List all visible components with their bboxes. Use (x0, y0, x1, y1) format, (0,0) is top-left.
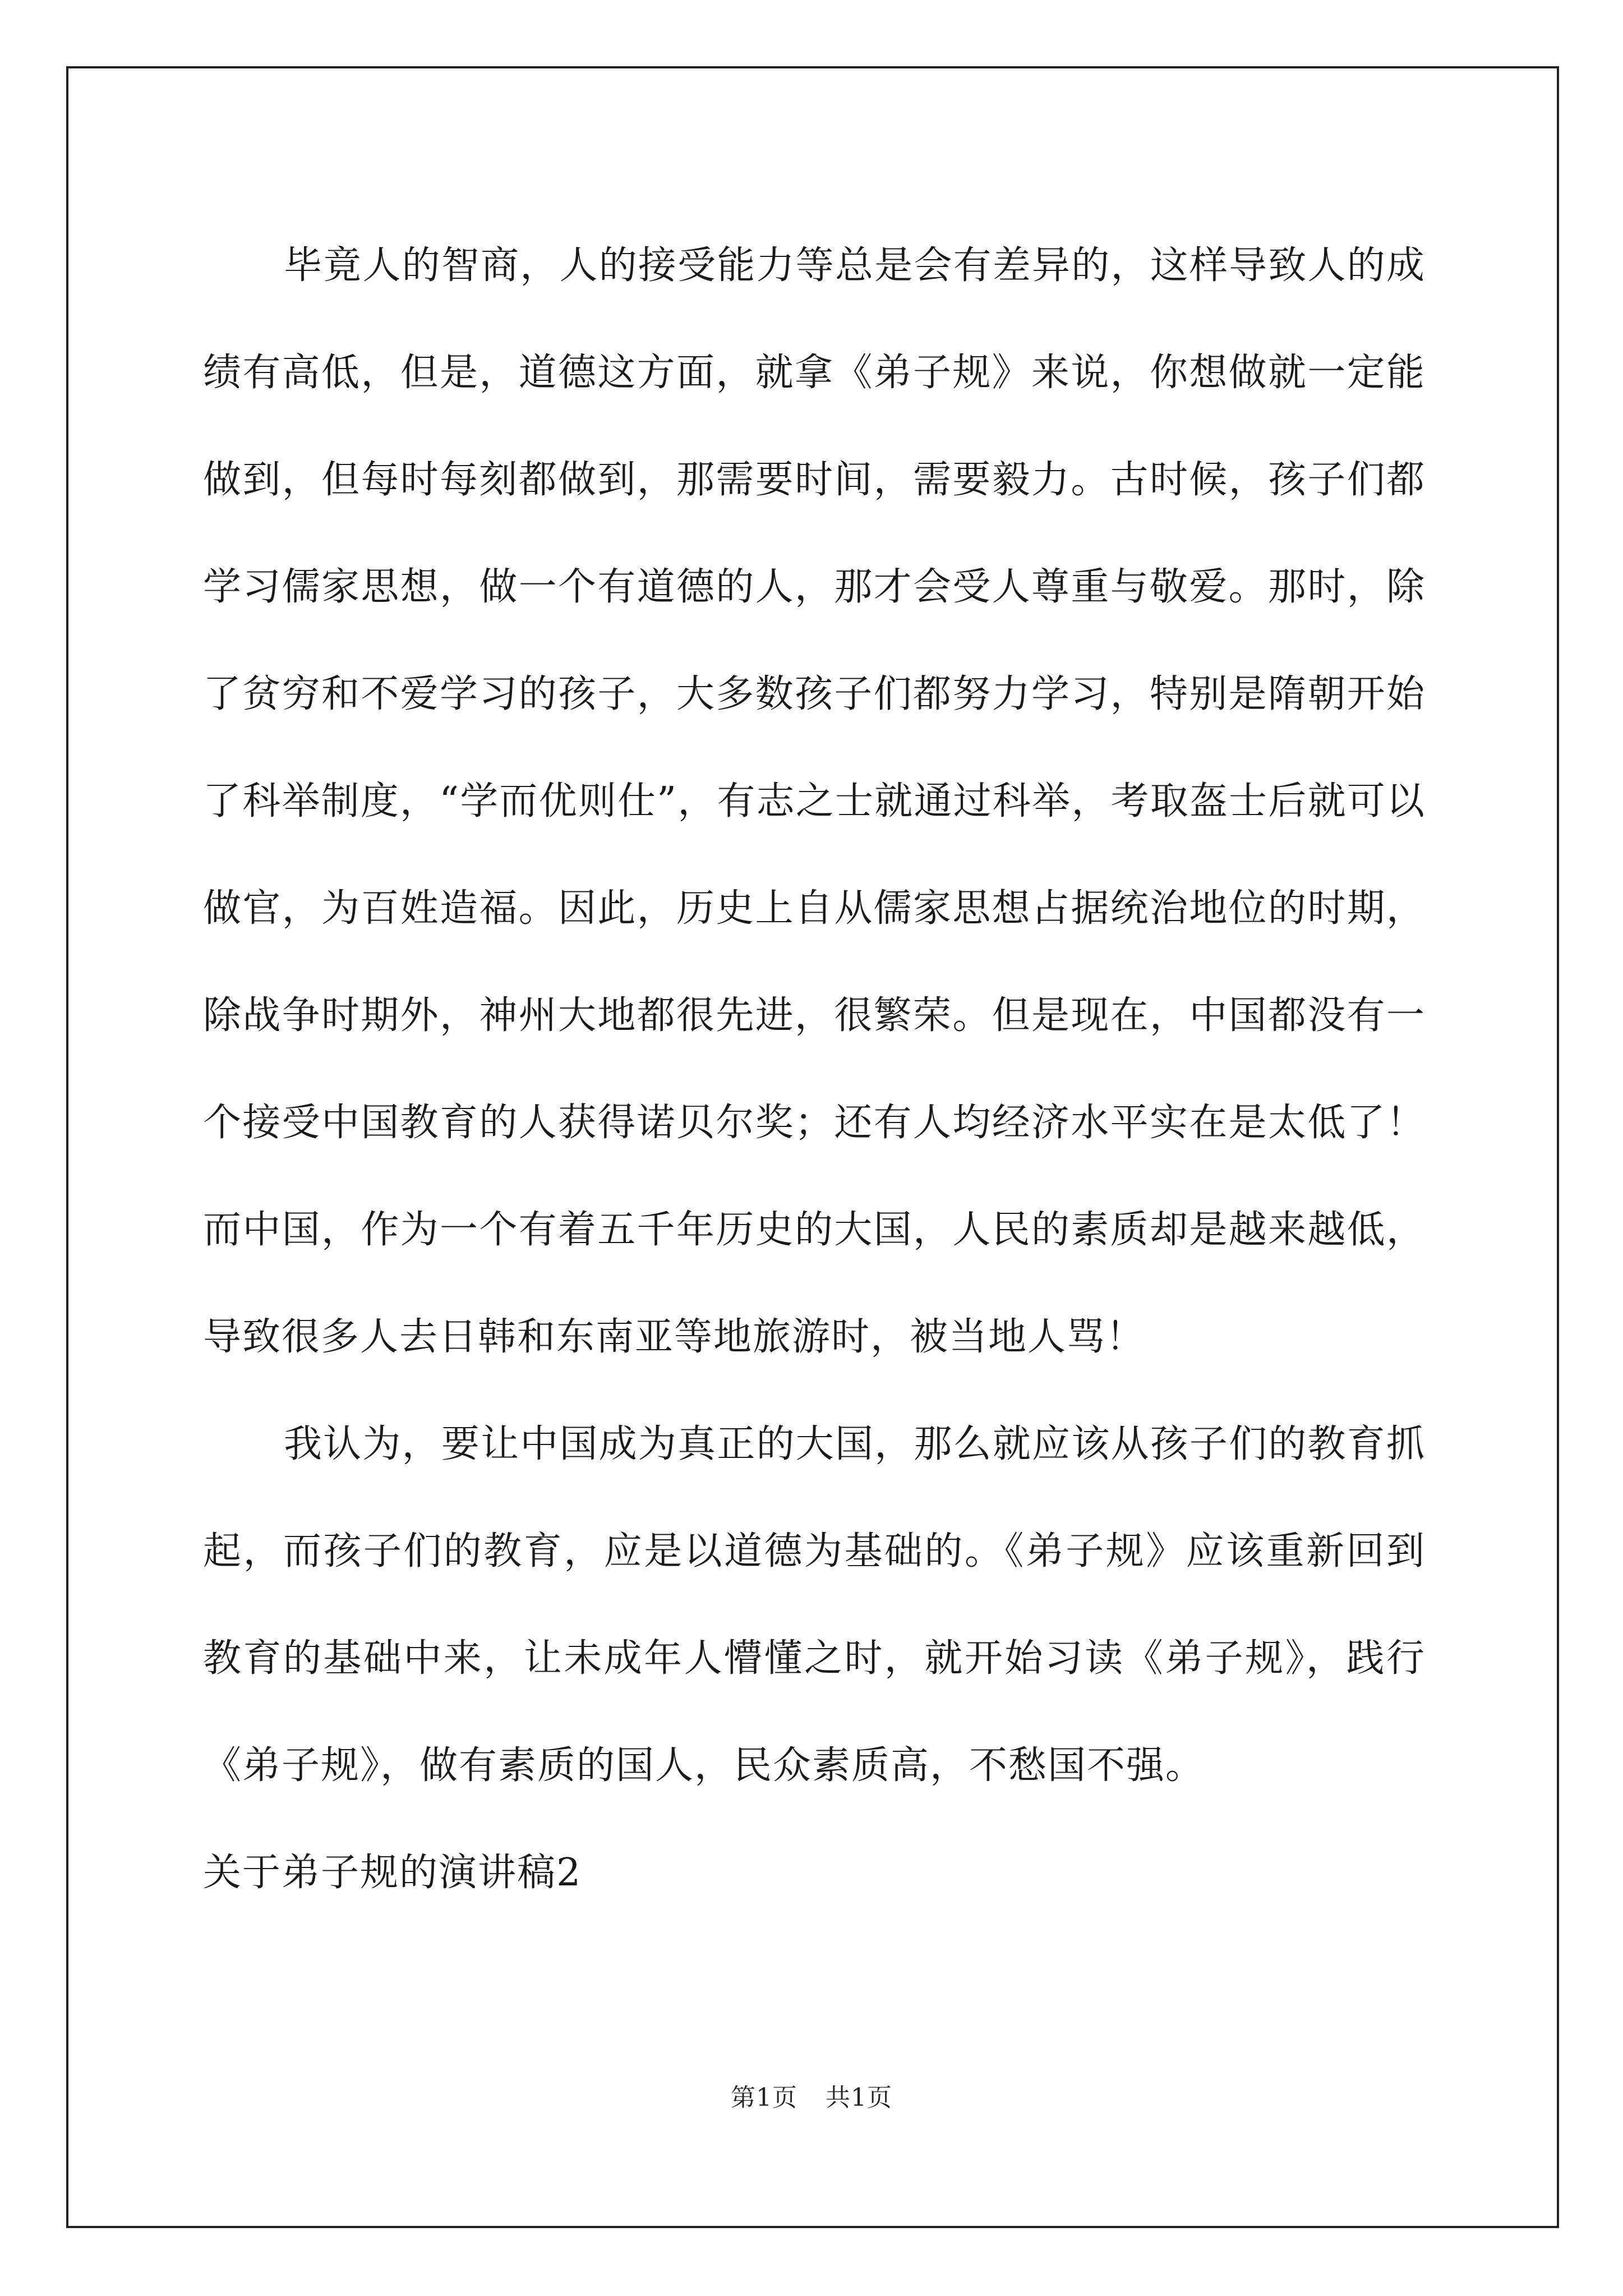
paragraph-2: 我认为，要让中国成为真正的大国，那么就应该从孩子们的教育抓起，而孩子们的教育，应是以道德为基础的。《弟子规》应该重新回到教育的基础中来，让未成年人懵懂之时，就开始习读《弟子规》，践行《弟子规》，做有素质的国人，民众素质高，不愁国不强。 (203, 1422, 1426, 1788)
paragraph-1: 毕竟人的智商，人的接受能力等总是会有差异的，这样导致人的成绩有高低，但是，道德这方面，就拿《弟子规》来说，你想做就一定能做到，但每时每刻都做到，那需要时间，需要毅力。古时候，孩子们都学习儒家思想，做一个有道德的人，那才会受人尊重与敬爱。那时，除了贫穷和不爱学习的孩子，大多数孩子们都努力学习，特别是隋朝开始了科举制度，“学而优则仕”，有志之士就通过科举，考取盔士后就可以做官，为百姓造福。因此，历史上自从儒家思想占据统治地位的时期，除战争时期外，神州大地都很先进，很繁荣。但是现在，中国都没有一个接受中国教育的人获得诺贝尔奖；还有人均经济水平实在是太低了！而中国，作为一个有着五千年历史的大国，人民的素质却是越来越低，导致很多人去日韩和东南亚等地旅游时，被当地人骂！ (203, 243, 1426, 1359)
page-number-current: 第1页 (731, 2083, 797, 2112)
page-number-total: 共1页 (826, 2083, 892, 2112)
section-heading: 关于弟子规的演讲稿2 (203, 1851, 582, 1895)
page-footer (0, 2077, 1623, 2113)
document-body (203, 212, 1426, 1926)
